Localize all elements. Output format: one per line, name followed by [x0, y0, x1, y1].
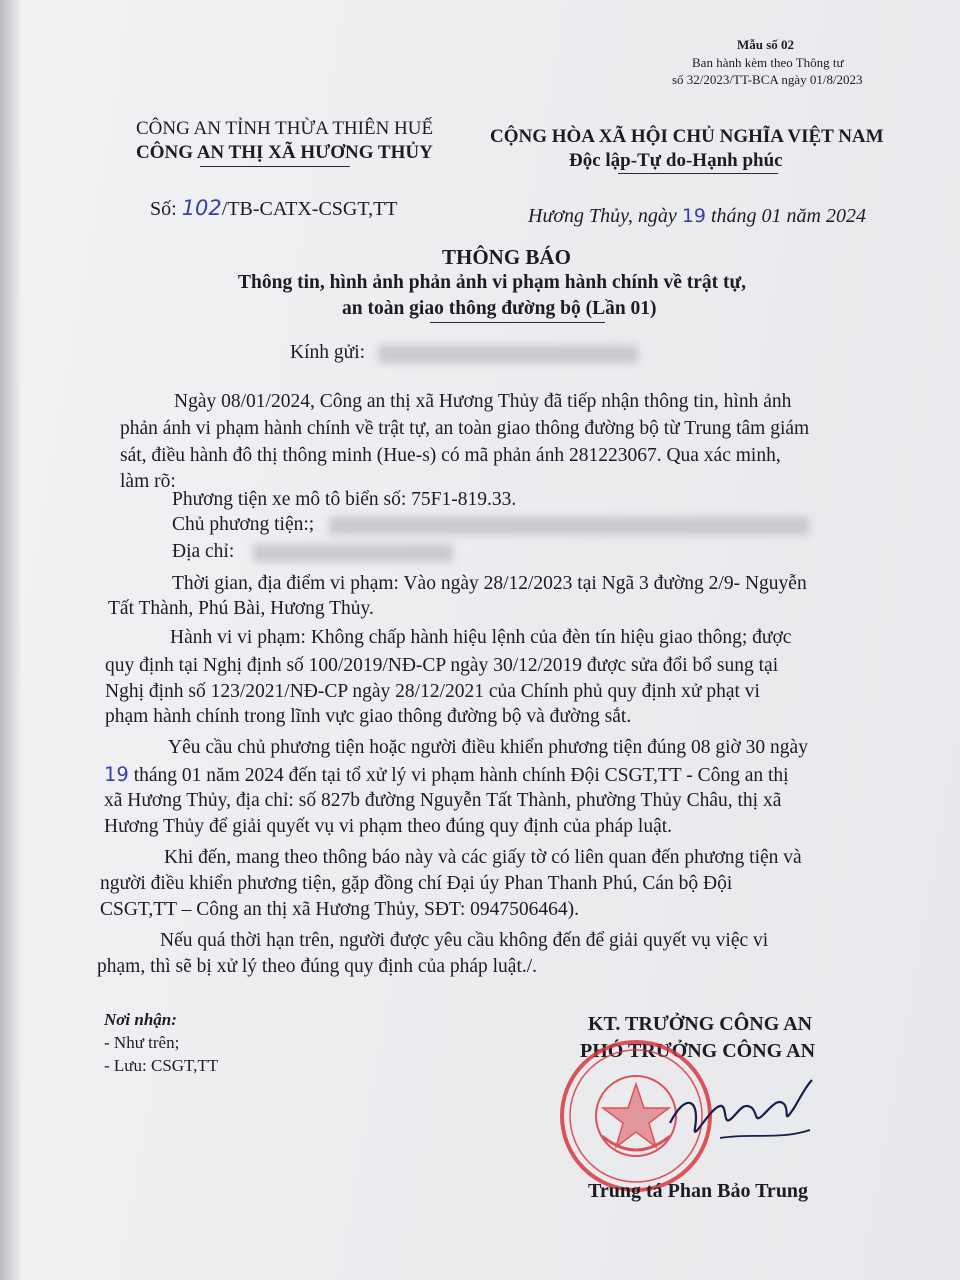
redacted-recipient-name: [378, 345, 638, 363]
vehicle-plate: Phương tiện xe mô tô biển số: 75F1-819.33.: [172, 489, 517, 510]
request-day-handwritten: 19: [104, 763, 129, 786]
place-and-date: [528, 205, 866, 228]
country-name: CỘNG HÒA XÃ HỘI CHỦ NGHĨA VIỆT NAM: [490, 126, 884, 147]
national-motto: Độc lập-Tự do-Hạnh phúc: [569, 150, 783, 171]
late-line1: Nếu quá thời hạn trên, người được yêu cầu không đến để giải quyết vụ việc vi: [160, 930, 769, 951]
recipients-item-2: - Lưu: CSGT,TT: [104, 1056, 219, 1075]
request-line2: [104, 763, 789, 787]
recipient-label: Kính gửi:: [290, 342, 366, 363]
title-underline: [430, 322, 605, 323]
address-label: Địa chỉ:: [172, 541, 235, 562]
vehicle-owner-line: [172, 514, 809, 536]
motto-underline: [618, 173, 778, 174]
place-date-prefix: Hương Thủy, ngày: [528, 205, 677, 227]
violation-act-line1: Hành vi vi phạm: Không chấp hành hiệu lệnh của đèn tín hiệu giao thông; được: [170, 627, 792, 648]
recipient-line: [290, 342, 638, 364]
place-date-suffix: tháng 01 năm 2024: [711, 205, 866, 227]
redacted-address: [253, 544, 453, 562]
form-number: Mẫu số 02: [737, 37, 795, 52]
bring-line3: CSGT,TT – Công an thị xã Hương Thủy, SĐT: 0947506464).: [100, 899, 580, 920]
bring-line2: người điều khiển phương tiện, gặp đồng chí Đại úy Phan Thanh Phú, Cán bộ Đội: [100, 873, 733, 894]
request-line4: Hương Thủy để giải quyết vụ vi phạm theo đúng quy định của pháp luật.: [104, 816, 673, 837]
violation-time-line1: Thời gian, địa điểm vi phạm: Vào ngày 28/12/2023 tại Ngã 3 đường 2/9- Nguyễn: [172, 573, 807, 594]
agency-name-text: CÔNG AN THỊ XÃ HƯƠNG THỦY: [136, 142, 433, 163]
handwritten-signature: [660, 1068, 830, 1158]
agency-name: [136, 142, 433, 164]
form-circular-ref: số 32/2023/TT-BCA ngày 01/8/2023: [672, 72, 863, 87]
recipients-label: Nơi nhận:: [104, 1010, 177, 1029]
notice-title: THÔNG BÁO: [442, 245, 571, 269]
request-line3: xã Hương Thủy, địa chỉ: số 827b đường Nguyễn Tất Thành, phường Thủy Châu, thị xã: [104, 790, 782, 811]
document-number-prefix: Số:: [150, 198, 177, 220]
document-number-handwritten: 102: [181, 196, 222, 220]
notice-subtitle-line1: Thông tin, hình ảnh phản ảnh vi phạm hành chính về trật tự,: [238, 272, 747, 293]
redacted-owner: [329, 517, 809, 535]
para1-line3: sát, điều hành đô thị thông minh (Hue-s) có mã phản ánh 281223067. Qua xác minh,: [120, 445, 781, 466]
bring-line1: Khi đến, mang theo thông báo này và các giấy tờ có liên quan đến phương tiện và: [164, 847, 802, 868]
document-number-suffix: /TB-CATX-CSGT,TT: [221, 198, 398, 220]
violation-act-line3: Nghị định số 123/2021/NĐ-CP ngày 28/12/2021 của Chính phủ quy định xử phạt vi: [105, 681, 760, 702]
signer-name: Trung tá Phan Bảo Trung: [588, 1180, 809, 1202]
document-number: [150, 196, 398, 221]
violation-act-line4: phạm hành chính trong lĩnh vực giao thông đường bộ và đường sắt.: [105, 706, 632, 727]
date-day-handwritten: 19: [681, 205, 706, 227]
page-fold-shadow: [0, 0, 22, 1280]
agency-parent: CÔNG AN TỈNH THỪA THIÊN HUẾ: [136, 118, 434, 139]
late-line2: phạm, thì sẽ bị xử lý theo đúng quy định của pháp luật./.: [97, 956, 538, 977]
request-line1: Yêu cầu chủ phương tiện hoặc người điều khiển phương tiện đúng 08 giờ 30 ngày: [168, 737, 808, 758]
agency-underline: [200, 166, 350, 167]
para1-line4: làm rõ:: [120, 471, 176, 492]
notice-subtitle-line2: an toàn giao thông đường bộ (Lần 01): [342, 298, 657, 319]
recipients-item-1: - Như trên;: [104, 1033, 180, 1052]
violation-time-line2: Tất Thành, Phú Bài, Hương Thủy.: [108, 598, 374, 619]
request-line2-text: tháng 01 năm 2024 đến tại tổ xử lý vi phạm hành chính Đội CSGT,TT - Công an thị: [133, 765, 789, 786]
vehicle-owner-label: Chủ phương tiện:;: [172, 514, 315, 535]
form-issued-with: Ban hành kèm theo Thông tư: [692, 55, 844, 70]
para1-line2: phản ánh vi phạm hành chính về trật tự, an toàn giao thông đường bộ từ Trung tâm giám: [120, 418, 810, 439]
para1-line1: Ngày 08/01/2024, Công an thị xã Hương Thủy đã tiếp nhận thông tin, hình ảnh: [174, 391, 792, 412]
signer-title-2: PHÓ TRƯỞNG CÔNG AN: [580, 1040, 816, 1062]
violation-act-line2: quy định tại Nghị định số 100/2019/NĐ-CP ngày 30/12/2019 được sửa đổi bổ sung tại: [105, 655, 779, 676]
address-line: [172, 541, 453, 563]
signer-title-1: KT. TRƯỞNG CÔNG AN: [588, 1013, 813, 1035]
